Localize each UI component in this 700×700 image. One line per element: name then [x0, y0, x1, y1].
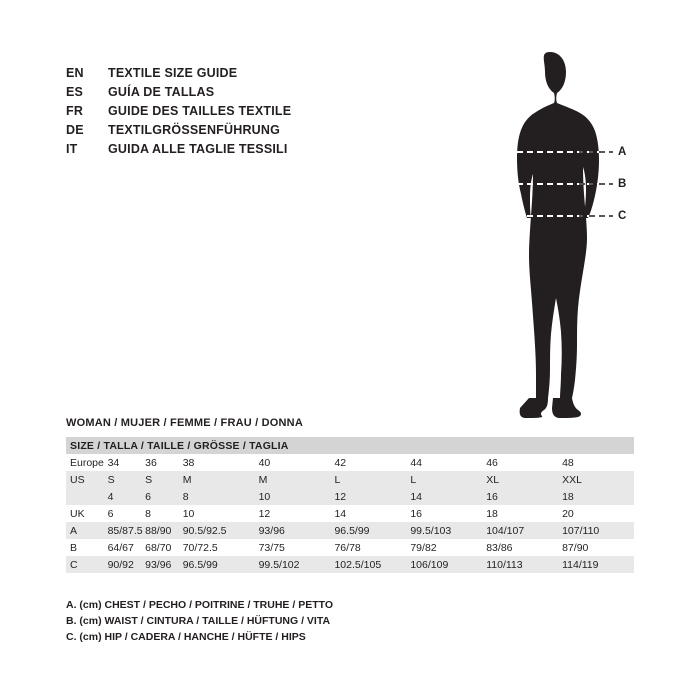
row-cell: 114/119: [562, 558, 599, 571]
measure-label-a: A: [618, 146, 627, 158]
row-cell: 90/92: [107, 558, 134, 571]
table-row: [66, 556, 634, 573]
row-cell: 83/86: [486, 541, 513, 554]
row-cell: 102.5/105: [334, 558, 382, 571]
row-cell: XXL: [562, 473, 582, 486]
language-code: IT: [66, 142, 78, 156]
row-cell: 107/110: [562, 524, 600, 537]
language-title-block: [66, 64, 406, 159]
row-cell: 8: [182, 490, 189, 503]
row-cell: L: [410, 473, 417, 486]
size-table: [66, 437, 634, 573]
language-row: [66, 83, 406, 102]
row-cell: S: [145, 473, 153, 486]
row-cell: 16: [486, 490, 498, 503]
measurement-lines: [455, 48, 655, 428]
footnotes-block: [66, 597, 566, 645]
row-cell: 48: [562, 456, 574, 469]
row-cell: 46: [486, 456, 498, 469]
table-row: [66, 454, 634, 471]
language-title: TEXTILE SIZE GUIDE: [108, 66, 238, 80]
language-code: ES: [66, 85, 84, 99]
table-header-label: SIZE / TALLA / TAILLE / GRÖSSE / TAGLIA: [70, 439, 289, 452]
table-header-cell: [482, 437, 558, 454]
row-cell: 110/113: [486, 558, 523, 571]
row-cell: 18: [486, 507, 498, 520]
row-cell: 87/90: [562, 541, 589, 554]
table-header-cell: [406, 437, 482, 454]
row-cell: 90.5/92.5: [182, 524, 227, 537]
row-cell: 10: [182, 507, 195, 520]
row-cell: XL: [486, 473, 500, 486]
row-cell: M: [182, 473, 192, 486]
language-row: [66, 121, 406, 140]
row-cell: 44: [410, 456, 423, 469]
row-cell: 96.5/99: [334, 524, 370, 537]
row-cell: 6: [145, 490, 151, 503]
footnote-chest: A. (cm) CHEST / PECHO / POITRINE / TRUHE / PETTO: [66, 599, 334, 611]
row-cell: 79/82: [410, 541, 437, 554]
table-row: [66, 471, 634, 488]
language-row: [66, 140, 406, 159]
table-header-row: [66, 437, 634, 454]
row-cell: 18: [562, 490, 574, 503]
row-label: Europe: [70, 456, 104, 469]
row-cell: 93/96: [258, 524, 285, 537]
table-section-label: WOMAN / MUJER / FEMME / FRAU / DONNA: [66, 417, 303, 429]
table-row: [66, 488, 634, 505]
language-row: [66, 102, 406, 121]
row-cell: M: [258, 473, 268, 486]
row-cell: 104/107: [486, 524, 525, 537]
row-cell: 14: [334, 507, 347, 520]
row-cell: 96.5/99: [182, 558, 218, 571]
female-body-figure: [455, 48, 655, 428]
language-title: GUIDA ALLE TAGLIE TESSILI: [108, 142, 288, 156]
row-cell: 12: [334, 490, 347, 503]
language-row: [66, 64, 406, 83]
row-cell: 4: [107, 490, 114, 503]
language-title: TEXTILGRÖSSENFÜHRUNG: [108, 123, 281, 137]
row-cell: 106/109: [410, 558, 449, 571]
table-header-cell: [330, 437, 406, 454]
measure-label-c: C: [618, 210, 627, 222]
row-cell: 34: [107, 456, 120, 469]
row-label: [66, 488, 104, 505]
row-cell: 70/72.5: [182, 541, 218, 554]
table-row: [66, 539, 634, 556]
table-row: [66, 505, 634, 522]
row-cell: 8: [145, 507, 151, 520]
row-cell: 36: [145, 456, 157, 469]
row-cell: 12: [258, 507, 271, 520]
row-cell: 68/70: [145, 541, 172, 554]
language-title: GUÍA DE TALLAS: [108, 85, 215, 99]
footnote-waist: B. (cm) WAIST / CINTURA / TAILLE / HÜFTUNG / VITA: [66, 615, 331, 627]
row-cell: 38: [182, 456, 195, 469]
language-code: DE: [66, 123, 84, 137]
row-cell: 16: [410, 507, 423, 520]
row-cell: L: [334, 473, 341, 486]
row-label: A: [70, 524, 78, 537]
row-cell: 88/90: [145, 524, 172, 537]
language-title: GUIDE DES TAILLES TEXTILE: [108, 104, 292, 118]
row-cell: 73/75: [258, 541, 285, 554]
row-cell: 6: [107, 507, 114, 520]
row-label: UK: [70, 507, 85, 520]
row-cell: 14: [410, 490, 423, 503]
row-label: B: [70, 541, 78, 554]
row-cell: 93/96: [145, 558, 172, 571]
language-code: FR: [66, 104, 84, 118]
row-cell: S: [107, 473, 115, 486]
row-cell: 10: [258, 490, 271, 503]
row-cell: 42: [334, 456, 347, 469]
footnote-hip: C. (cm) HIP / CADERA / HANCHE / HÜFTE / HIPS: [66, 631, 306, 643]
language-code: EN: [66, 66, 84, 80]
table-header-cell: [558, 437, 634, 454]
row-cell: 85/87.5: [107, 524, 143, 537]
row-cell: 64/67: [107, 541, 134, 554]
row-label: US: [70, 473, 85, 486]
measure-label-b: B: [618, 178, 627, 190]
row-cell: 99.5/103: [410, 524, 452, 537]
row-label: C: [70, 558, 78, 571]
row-cell: 76/78: [334, 541, 361, 554]
row-cell: 40: [258, 456, 271, 469]
row-cell: 20: [562, 507, 574, 520]
table-row: [66, 522, 634, 539]
row-cell: 99.5/102: [258, 558, 300, 571]
